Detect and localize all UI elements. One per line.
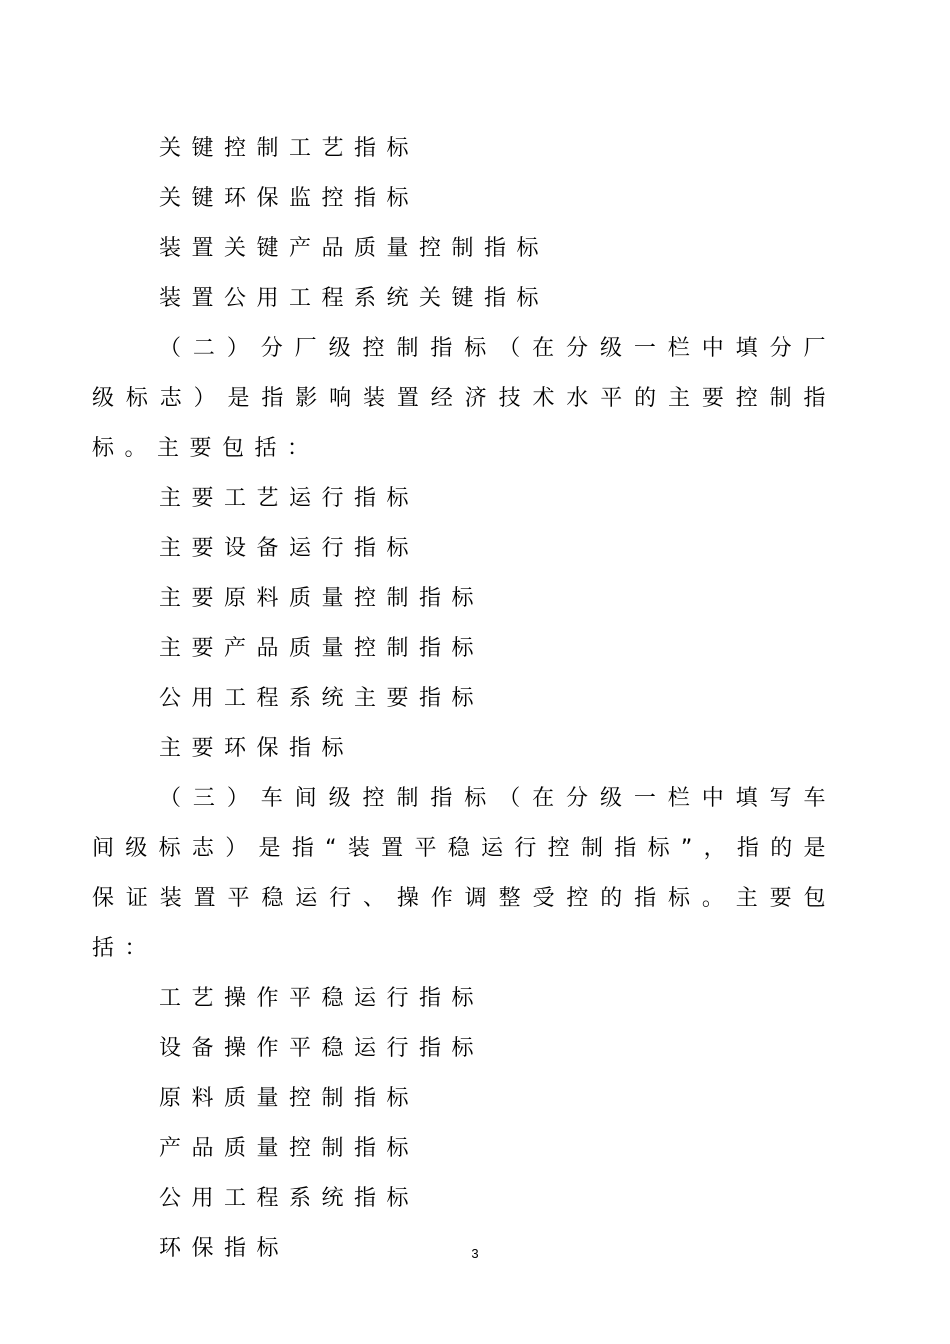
- page-number: 3: [471, 1246, 479, 1261]
- list-item: 装置关键产品质量控制指标: [159, 236, 550, 261]
- list-item: 关键控制工艺指标: [159, 136, 420, 161]
- list-item: 公用工程系统主要指标: [159, 686, 485, 711]
- list-item: 原料质量控制指标: [159, 1086, 420, 1111]
- list-item: 关键环保监控指标: [159, 186, 420, 211]
- paragraph-third-level: （三）车间级控制指标（在分级一栏中填写车间级标志）是指“装置平稳运行控制指标”，指的是保证装置平稳运行、操作调整受控的指标。主要包括：: [92, 786, 836, 961]
- page-content: [92, 124, 836, 1274]
- list-item: 主要设备运行指标: [159, 536, 420, 561]
- list-item: 设备操作平稳运行指标: [159, 1036, 485, 1061]
- list-item: 环保指标: [159, 1236, 290, 1261]
- list-item: 主要工艺运行指标: [159, 486, 420, 511]
- paragraph-second-level: （二）分厂级控制指标（在分级一栏中填分厂级标志）是指影响装置经济技术水平的主要控制指标。主要包括：: [92, 336, 836, 461]
- list-item: 主要环保指标: [159, 736, 355, 761]
- list-item: 主要原料质量控制指标: [159, 586, 485, 611]
- list-item: 产品质量控制指标: [159, 1136, 420, 1161]
- list-item: 主要产品质量控制指标: [159, 636, 485, 661]
- list-item: 公用工程系统指标: [159, 1186, 420, 1211]
- list-item: 装置公用工程系统关键指标: [159, 286, 550, 311]
- list-item: 工艺操作平稳运行指标: [159, 986, 485, 1011]
